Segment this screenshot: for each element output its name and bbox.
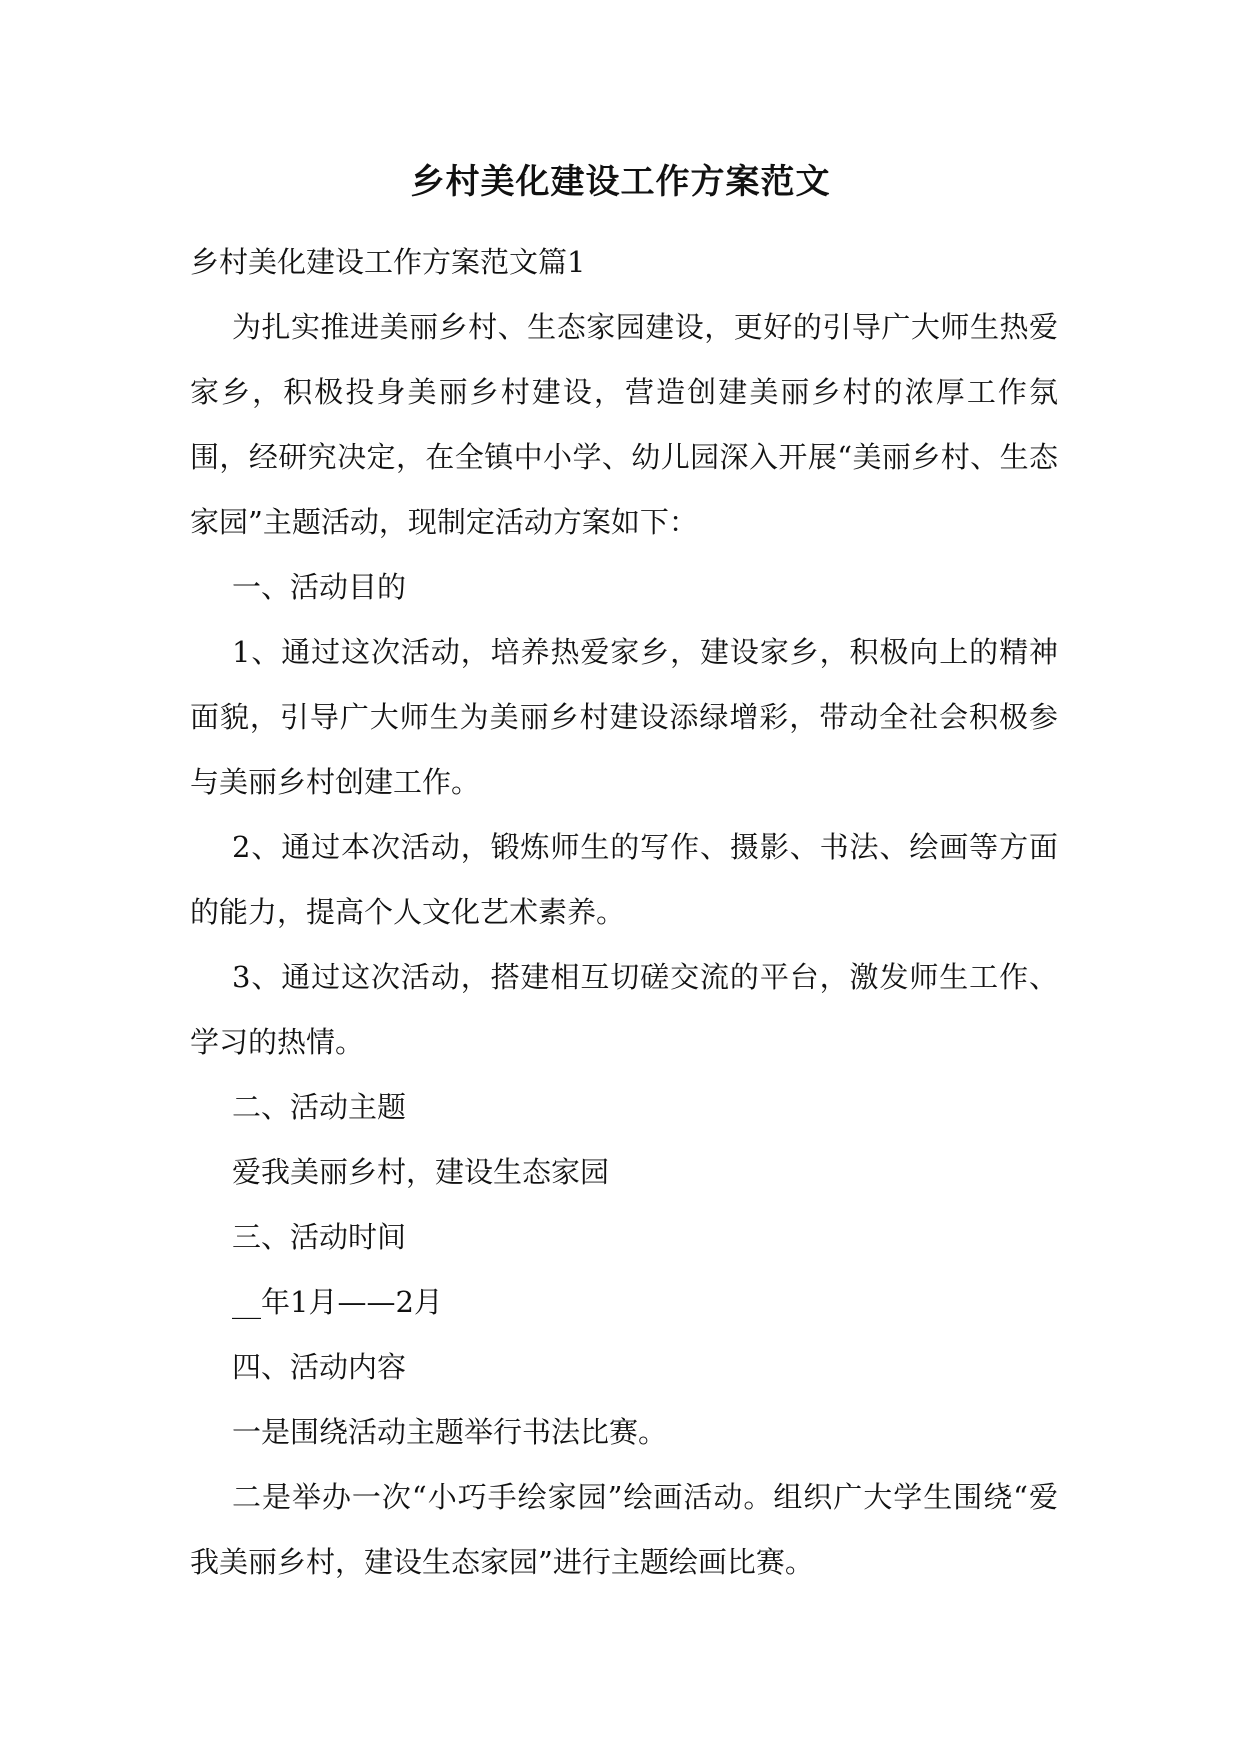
section-heading-theme: 二、活动主题	[232, 1090, 407, 1124]
document-body	[190, 230, 1058, 1595]
content-item-1: 一是围绕活动主题举行书法比赛。	[232, 1415, 668, 1449]
content-item-2: 二是举办一次“小巧手绘家园”绘画活动。组织广大学生围绕“爱我美丽乡村，建设生态家园”进行主题绘画比赛。	[190, 1480, 1058, 1579]
purpose-item-3: 3、通过这次活动，搭建相互切磋交流的平台，激发师生工作、学习的热情。	[190, 960, 1058, 1059]
time-text: __年1月——2月	[232, 1285, 443, 1319]
section-heading-time: 三、活动时间	[232, 1220, 407, 1254]
document-title: 乡村美化建设工作方案范文	[410, 162, 831, 202]
document-subtitle: 乡村美化建设工作方案范文篇1	[190, 245, 586, 279]
purpose-item-1: 1、通过这次活动，培养热爱家乡，建设家乡，积极向上的精神面貌，引导广大师生为美丽乡村建设添绿增彩，带动全社会积极参与美丽乡村创建工作。	[190, 635, 1058, 799]
section-heading-purpose: 一、活动目的	[232, 570, 407, 604]
purpose-item-2: 2、通过本次活动，锻炼师生的写作、摄影、书法、绘画等方面的能力，提高个人文化艺术素养。	[190, 830, 1058, 929]
theme-text: 爱我美丽乡村，建设生态家园	[232, 1155, 610, 1189]
section-heading-content: 四、活动内容	[232, 1350, 407, 1384]
intro-paragraph: 为扎实推进美丽乡村、生态家园建设，更好的引导广大师生热爱家乡，积极投身美丽乡村建设，营造创建美丽乡村的浓厚工作氛围，经研究决定，在全镇中小学、幼儿园深入开展“美丽乡村、生态家园”主题活动，现制定活动方案如下：	[190, 310, 1058, 539]
